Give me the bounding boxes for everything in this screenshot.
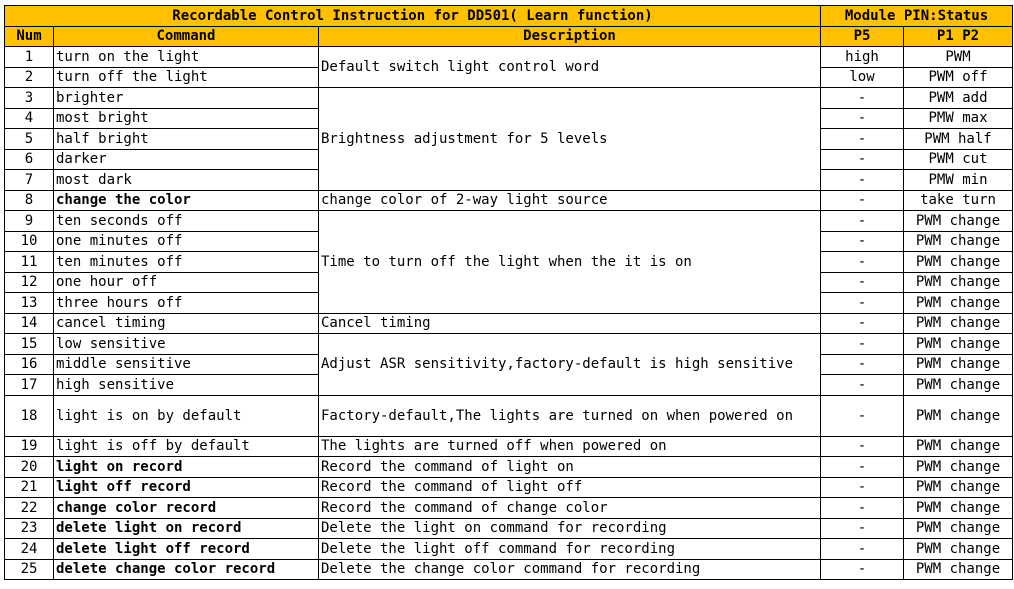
row-p5: -	[821, 498, 904, 519]
row-p5: -	[821, 108, 904, 129]
row-p5: -	[821, 190, 904, 211]
row-p5: -	[821, 539, 904, 560]
table-title: Recordable Control Instruction for DD501( Learn function)	[5, 6, 821, 27]
table-row	[5, 498, 1013, 519]
row-command: most bright	[54, 108, 319, 129]
row-num: 7	[5, 170, 54, 191]
row-p5: -	[821, 211, 904, 232]
row-num: 24	[5, 539, 54, 560]
row-num: 10	[5, 231, 54, 252]
row-num: 16	[5, 354, 54, 375]
row-command: turn off the light	[54, 67, 319, 88]
row-description: change color of 2-way light source	[319, 190, 821, 211]
row-command: half bright	[54, 129, 319, 150]
row-num: 11	[5, 252, 54, 273]
row-num: 13	[5, 293, 54, 314]
row-p1p2: PWM change	[904, 539, 1013, 560]
row-description: Record the command of light off	[319, 477, 821, 498]
row-p5: high	[821, 47, 904, 68]
row-p1p2: PWM change	[904, 293, 1013, 314]
row-p1p2: PWM change	[904, 457, 1013, 478]
module-pin-status-header: Module PIN:Status	[821, 6, 1013, 27]
row-command: light off record	[54, 477, 319, 498]
row-command: light is on by default	[54, 395, 319, 436]
row-p1p2: PWM change	[904, 395, 1013, 436]
table-row	[5, 395, 1013, 436]
row-p5: -	[821, 129, 904, 150]
table-row	[5, 211, 1013, 232]
row-num: 15	[5, 334, 54, 355]
row-p5: low	[821, 67, 904, 88]
row-p1p2: PMW min	[904, 170, 1013, 191]
row-command: delete light off record	[54, 539, 319, 560]
table-row	[5, 436, 1013, 457]
row-p1p2: PWM half	[904, 129, 1013, 150]
table-row	[5, 313, 1013, 334]
row-description: Factory-default,The lights are turned on when powered on	[319, 395, 821, 436]
row-num: 23	[5, 518, 54, 539]
row-num: 9	[5, 211, 54, 232]
row-command: brighter	[54, 88, 319, 109]
p5-header: P5	[821, 26, 904, 47]
row-p1p2: PWM change	[904, 211, 1013, 232]
row-p1p2: PWM cut	[904, 149, 1013, 170]
row-p1p2: PWM change	[904, 252, 1013, 273]
row-num: 17	[5, 375, 54, 396]
instruction-table	[4, 5, 1013, 580]
row-command: light on record	[54, 457, 319, 478]
row-p1p2: PWM change	[904, 498, 1013, 519]
row-p5: -	[821, 477, 904, 498]
row-p5: -	[821, 559, 904, 580]
row-num: 22	[5, 498, 54, 519]
row-command: ten seconds off	[54, 211, 319, 232]
row-description: Record the command of light on	[319, 457, 821, 478]
row-command: delete light on record	[54, 518, 319, 539]
row-num: 1	[5, 47, 54, 68]
row-p5: -	[821, 334, 904, 355]
row-p1p2: PWM change	[904, 313, 1013, 334]
row-command: one minutes off	[54, 231, 319, 252]
p1p2-header: P1 P2	[904, 26, 1013, 47]
row-p1p2: PWM change	[904, 272, 1013, 293]
row-num: 12	[5, 272, 54, 293]
command-header: Command	[54, 26, 319, 47]
row-description: Brightness adjustment for 5 levels	[319, 88, 821, 191]
num-header: Num	[5, 26, 54, 47]
row-description: Time to turn off the light when the it is on	[319, 211, 821, 314]
row-command: low sensitive	[54, 334, 319, 355]
row-p5: -	[821, 457, 904, 478]
row-num: 8	[5, 190, 54, 211]
row-num: 3	[5, 88, 54, 109]
row-description: Delete the light off command for recording	[319, 539, 821, 560]
row-command: high sensitive	[54, 375, 319, 396]
row-p5: -	[821, 375, 904, 396]
table-row	[5, 477, 1013, 498]
row-p5: -	[821, 293, 904, 314]
row-command: change color record	[54, 498, 319, 519]
row-num: 5	[5, 129, 54, 150]
row-description: Default switch light control word	[319, 47, 821, 88]
row-p5: -	[821, 518, 904, 539]
row-p1p2: PWM change	[904, 436, 1013, 457]
row-p1p2: PWM	[904, 47, 1013, 68]
row-command: middle sensitive	[54, 354, 319, 375]
row-command: change the color	[54, 190, 319, 211]
row-p1p2: PWM off	[904, 67, 1013, 88]
row-p5: -	[821, 313, 904, 334]
description-header: Description	[319, 26, 821, 47]
row-num: 19	[5, 436, 54, 457]
row-command: delete change color record	[54, 559, 319, 580]
row-num: 21	[5, 477, 54, 498]
row-p5: -	[821, 88, 904, 109]
row-num: 2	[5, 67, 54, 88]
row-p5: -	[821, 354, 904, 375]
row-p1p2: PWM add	[904, 88, 1013, 109]
row-command: turn on the light	[54, 47, 319, 68]
row-description: Delete the change color command for recording	[319, 559, 821, 580]
table-row	[5, 334, 1013, 355]
row-description: Delete the light on command for recording	[319, 518, 821, 539]
row-p1p2: take turn	[904, 190, 1013, 211]
row-p1p2: PWM change	[904, 375, 1013, 396]
row-p1p2: PMW max	[904, 108, 1013, 129]
table-row	[5, 518, 1013, 539]
row-num: 25	[5, 559, 54, 580]
row-num: 20	[5, 457, 54, 478]
row-description: Record the command of change color	[319, 498, 821, 519]
row-command: darker	[54, 149, 319, 170]
row-command: cancel timing	[54, 313, 319, 334]
row-p5: -	[821, 231, 904, 252]
table-row	[5, 539, 1013, 560]
row-p1p2: PWM change	[904, 477, 1013, 498]
row-description: Cancel timing	[319, 313, 821, 334]
row-p1p2: PWM change	[904, 334, 1013, 355]
table-row	[5, 190, 1013, 211]
table-row	[5, 47, 1013, 68]
row-num: 14	[5, 313, 54, 334]
row-command: ten minutes off	[54, 252, 319, 273]
row-p1p2: PWM change	[904, 559, 1013, 580]
row-command: three hours off	[54, 293, 319, 314]
row-p1p2: PWM change	[904, 354, 1013, 375]
row-p5: -	[821, 436, 904, 457]
row-command: light is off by default	[54, 436, 319, 457]
row-p5: -	[821, 149, 904, 170]
row-p5: -	[821, 170, 904, 191]
table-row	[5, 559, 1013, 580]
column-header-row	[5, 26, 1013, 47]
row-num: 6	[5, 149, 54, 170]
row-p1p2: PWM change	[904, 231, 1013, 252]
table-row	[5, 457, 1013, 478]
row-num: 4	[5, 108, 54, 129]
row-command: one hour off	[54, 272, 319, 293]
title-row	[5, 6, 1013, 27]
row-description: The lights are turned off when powered on	[319, 436, 821, 457]
row-p5: -	[821, 272, 904, 293]
row-p1p2: PWM change	[904, 518, 1013, 539]
row-command: most dark	[54, 170, 319, 191]
row-p5: -	[821, 395, 904, 436]
row-num: 18	[5, 395, 54, 436]
row-p5: -	[821, 252, 904, 273]
table-row	[5, 88, 1013, 109]
row-description: Adjust ASR sensitivity,factory-default is high sensitive	[319, 334, 821, 396]
